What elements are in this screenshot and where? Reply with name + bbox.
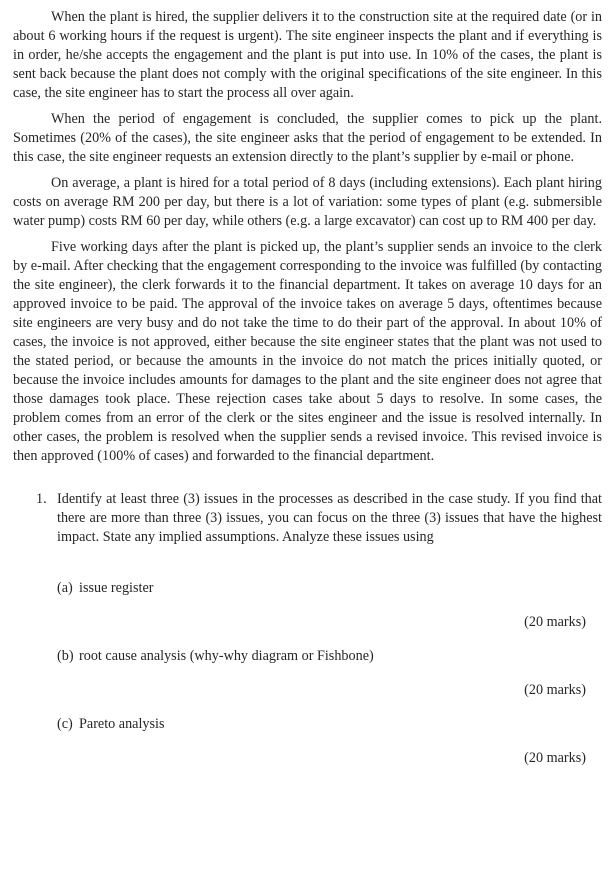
sub-item-b-text: root cause analysis (why-why diagram or Fishbone) xyxy=(79,648,374,664)
sub-item-c-text: Pareto analysis xyxy=(79,716,165,732)
case-study-paragraph-invoicing: Five working days after the plant is picked up, the plant’s supplier sends an invoice to the clerk by e-mail. After checking that the engagement corresponding to the invoice was fulfilled (by contacting the site engineer), the clerk forwards it to the financial department. It takes on average 10 days for an approved invoice to be paid. The approval of the invoice takes on average 5 days, oftentimes because site engineers are very busy and do not take the time to do their part of the approval. In about 10% of cases, the invoice is not approved, either because the site engineer states that the plant was not used to the stated period, or because the amounts in the invoice do not match the prices initially quoted, or because the invoice includes amounts for damages to the plant and the site engineer does not agree that those damages took place. These rejection cases take about 5 days to resolve. In some cases, the problem comes from an error of the clerk or the sites engineer and the issue is resolved internally. In other cases, the problem is resolved when the supplier sends a revised invoice. This revised invoice is then approved (100% of cases) and forwarded to the financial department. xyxy=(13,239,602,464)
question-item-1 xyxy=(13,490,602,547)
sub-item-c-label: (c) xyxy=(57,716,73,732)
case-study-paragraph-hiring: When the plant is hired, the supplier delivers it to the construction site at the required date (or in about 6 working hours if the request is urgent). The site engineer inspects the plant and if everything is in order, he/she accepts the engagement and the plant is put into use. In 10% of the cases, the plant is sent back because the plant does not comply with the original specifications of the site engineer. In this case, the site engineer has to start the process all over again. xyxy=(13,9,602,101)
marks-label-a: (20 marks) xyxy=(524,614,586,630)
sub-item-c xyxy=(57,715,602,734)
marks-label-b: (20 marks) xyxy=(524,682,586,698)
sub-item-a-label: (a) xyxy=(57,580,73,596)
sub-item-b xyxy=(57,647,602,666)
sub-item-a-text: issue register xyxy=(79,580,154,596)
question-number: 1. xyxy=(36,491,47,507)
marks-label-c: (20 marks) xyxy=(524,750,586,766)
sub-item-b-label: (b) xyxy=(57,648,74,664)
case-study-paragraph-engagement-end: When the period of engagement is concluded, the supplier comes to pick up the plant. Sometimes (20% of the cases), the site engineer asks that the period of engagement to be extended. In this case, the site engineer requests an extension directly to the plant’s supplier by e-mail or phone. xyxy=(13,111,602,165)
sub-item-a xyxy=(57,579,602,598)
case-study-paragraph-costs: On average, a plant is hired for a total period of 8 days (including extensions). Each plant hiring costs on average RM 200 per day, but there is a lot of variation: some types of plant (e.g. submersible water pump) costs RM 60 per day, while others (e.g. a large excavator) can cost up to RM 400 per day. xyxy=(13,175,602,229)
question-text: Identify at least three (3) issues in the processes as described in the case study. If you find that there are more than three (3) issues, you can focus on the three (3) issues that have the highest impact. State any implied assumptions. Analyze these issues using xyxy=(57,491,602,545)
